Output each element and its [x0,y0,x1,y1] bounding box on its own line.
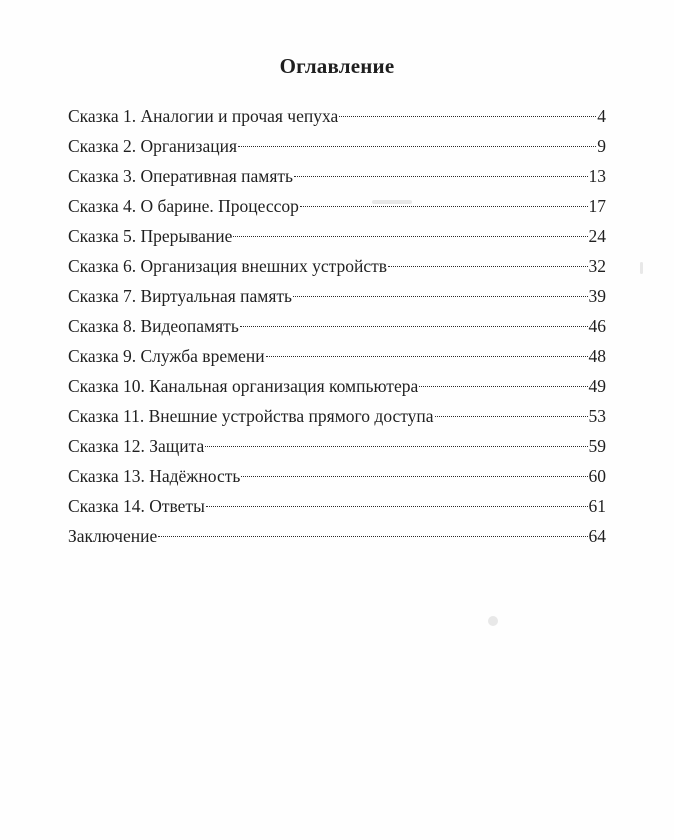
toc-entry-page-number: 61 [588,496,606,516]
dot-leader [339,116,596,117]
paper-smudge [640,262,643,274]
dot-leader [294,176,587,177]
dot-leader [233,236,587,237]
toc-entry-label: Сказка 11. Внешние устройства прямого доступа [68,406,434,426]
toc-entry [68,221,606,251]
dot-leader [240,326,588,327]
toc-entry-page-number: 48 [588,346,606,366]
toc-entry [68,191,606,221]
toc-entry-page-number: 32 [588,256,606,276]
toc-entry-label: Сказка 14. Ответы [68,496,205,516]
toc-entry [68,311,606,341]
dot-leader [206,506,588,507]
toc-entry-page-number: 46 [588,316,606,336]
toc-entry-label: Сказка 6. Организация внешних устройств [68,256,388,276]
toc-entry [68,401,606,431]
toc-entry [68,101,606,131]
toc-entry-label: Сказка 9. Служба времени [68,346,265,366]
toc-entry-label: Сказка 1. Аналогии и прочая чепуха [68,106,339,126]
toc-entry [68,431,606,461]
toc-entry-page-number: 39 [588,286,606,306]
toc-entry [68,281,606,311]
dot-leader [241,476,587,477]
dot-leader [435,416,588,417]
toc-entry-label: Сказка 10. Канальная организация компьютера [68,376,419,396]
toc-entry-label: Сказка 5. Прерывание [68,226,233,246]
dot-leader [300,206,588,207]
toc-entry-page-number: 53 [588,406,606,426]
toc-entry [68,131,606,161]
dot-leader [158,536,587,537]
table-of-contents [68,101,606,551]
toc-entry-label: Сказка 13. Надёжность [68,466,241,486]
toc-entry [68,251,606,281]
toc-entry-label: Сказка 7. Виртуальная память [68,286,293,306]
toc-title: Оглавление [279,54,395,78]
dot-leader [205,446,587,447]
dot-leader [419,386,587,387]
toc-entry-page-number: 9 [597,136,606,156]
toc-entry-page-number: 60 [588,466,606,486]
dot-leader [238,146,596,147]
toc-entry-page-number: 17 [588,196,606,216]
toc-entry-label: Сказка 3. Оперативная память [68,166,294,186]
toc-entry-page-number: 13 [588,166,606,186]
toc-entry [68,371,606,401]
toc-entry [68,461,606,491]
dot-leader [388,266,587,267]
toc-entry-page-number: 59 [588,436,606,456]
toc-entry-label: Сказка 12. Защита [68,436,205,456]
toc-entry-label: Заключение [68,526,158,546]
toc-entry-page-number: 24 [588,226,606,246]
toc-entry-label: Сказка 8. Видеопамять [68,316,239,336]
dot-leader [266,356,588,357]
toc-entry [68,161,606,191]
toc-entry-page-number: 64 [588,526,606,546]
paper-smudge [488,616,498,626]
toc-entry-page-number: 49 [588,376,606,396]
toc-entry-label: Сказка 4. О барине. Процессор [68,196,299,216]
toc-entry-page-number: 4 [597,106,606,126]
toc-entry-label: Сказка 2. Организация [68,136,237,156]
toc-entry [68,341,606,371]
toc-entry [68,521,606,551]
dot-leader [293,296,587,297]
toc-entry [68,491,606,521]
